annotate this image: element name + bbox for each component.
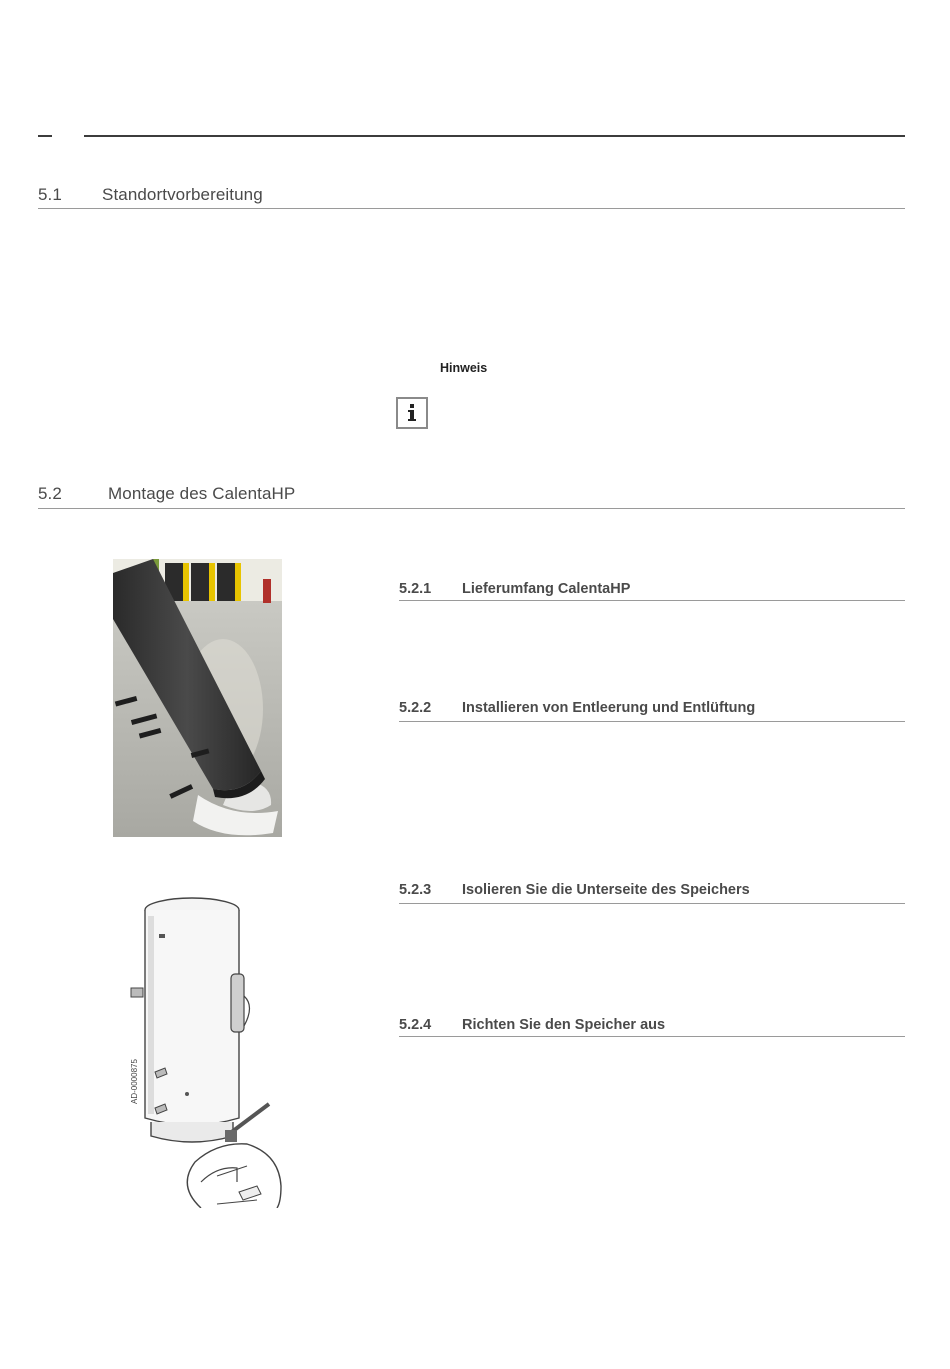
tank-drawing (117, 886, 285, 1208)
header-marker (38, 135, 52, 137)
header-rule (84, 135, 905, 137)
subsection-5-2-3-heading (399, 882, 750, 898)
subsection-number: 5.2.2 (399, 700, 432, 716)
subsection-title: Lieferumfang CalentaHP (462, 581, 631, 597)
subsection-5-2-2-heading (399, 700, 755, 716)
subsection-5-2-1-heading (399, 581, 630, 597)
info-icon (396, 397, 428, 429)
section-5-1-heading (38, 185, 263, 205)
section-5-2-underline (38, 508, 905, 509)
subsection-number: 5.2.3 (399, 882, 432, 898)
subsection-5-2-4-underline (399, 1036, 905, 1037)
subsection-5-2-1-underline (399, 600, 905, 601)
tank-photo (113, 559, 282, 837)
subsection-number: 5.2.4 (399, 1017, 432, 1033)
section-5-2-heading (38, 484, 295, 504)
drawing-code: AD-0000875 (130, 1059, 139, 1104)
section-title: Standortvorbereitung (102, 185, 263, 204)
subsection-title: Richten Sie den Speicher aus (462, 1017, 666, 1033)
subsection-title: Isolieren Sie die Unterseite des Speichers (462, 882, 750, 898)
section-number: 5.2 (38, 484, 62, 503)
subsection-title: Installieren von Entleerung und Entlüftung (462, 700, 756, 716)
section-number: 5.1 (38, 185, 62, 204)
subsection-5-2-2-underline (399, 721, 905, 722)
section-title: Montage des CalentaHP (108, 484, 296, 503)
section-5-1-underline (38, 208, 905, 209)
subsection-5-2-4-heading (399, 1017, 665, 1033)
subsection-number: 5.2.1 (399, 581, 432, 597)
subsection-5-2-3-underline (399, 903, 905, 904)
note-label: Hinweis (440, 361, 488, 375)
